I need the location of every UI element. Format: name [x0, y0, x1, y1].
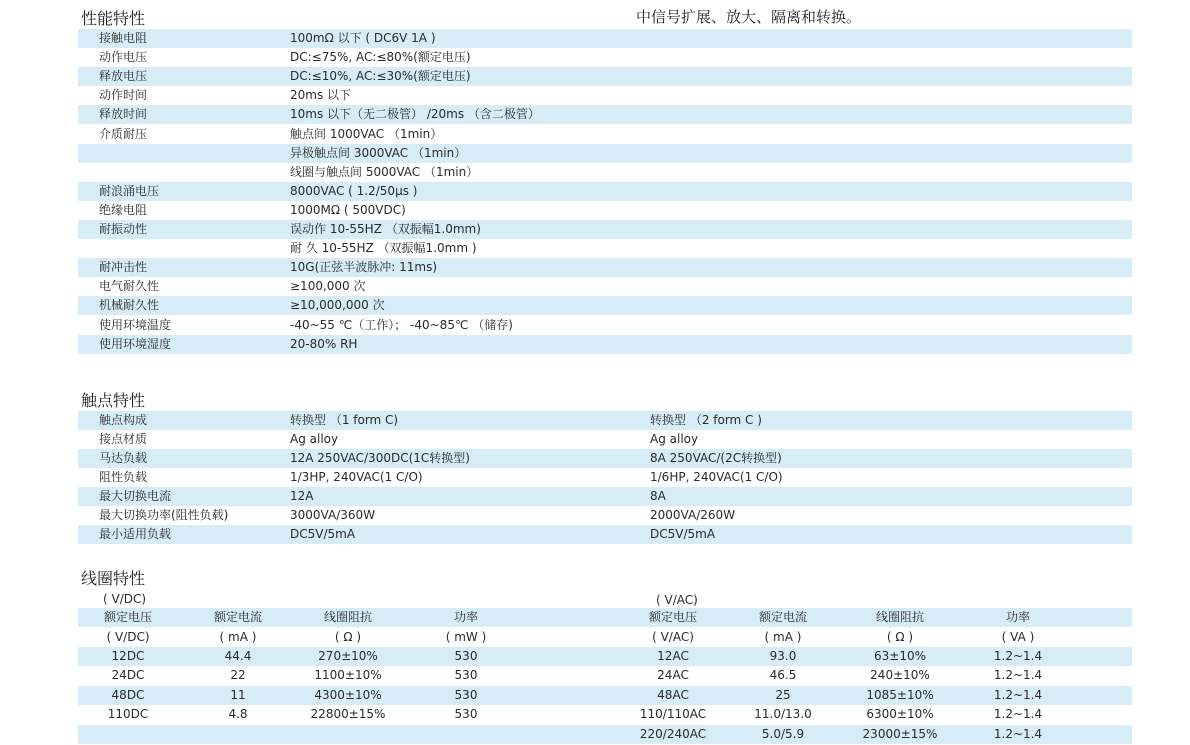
contact-title: 触点特性	[81, 391, 146, 410]
table-row	[78, 506, 1132, 525]
row-value: 20ms 以下	[290, 88, 352, 103]
coil-dc-cell: 530	[454, 687, 478, 702]
table-row	[78, 125, 1132, 144]
row-label: 电气耐久性	[99, 279, 160, 294]
row-label: 最大切换功率(阻性负载)	[99, 508, 229, 522]
table-row	[78, 487, 1132, 506]
coil-ac-unit: ( Ω )	[886, 629, 914, 644]
row-value-2c: Ag alloy	[650, 432, 699, 446]
coil-ac-cell: 63±10%	[874, 649, 926, 663]
row-value-1c: 1/3HP, 240VAC(1 C/O)	[290, 470, 423, 484]
table-row	[78, 468, 1132, 487]
table-row	[78, 430, 1132, 449]
coil-ac-cell: 1.2~1.4	[993, 668, 1043, 683]
coil-ac-cell: 48AC	[657, 687, 689, 702]
coil-ac-unit: ( V/AC)	[656, 593, 698, 607]
table-row	[78, 449, 1132, 468]
row-label: 动作时间	[99, 88, 148, 103]
coil-dc-unit: ( mW )	[445, 629, 487, 644]
coil-title: 线圈特性	[81, 569, 146, 588]
coil-header-row	[78, 608, 1132, 627]
row-label: 接点材质	[99, 432, 148, 446]
row-label: 释放时间	[99, 107, 148, 122]
row-label: 释放电压	[99, 69, 148, 84]
coil-ac-cell: 110/110AC	[639, 707, 707, 722]
coil-ac-cell: 5.0/5.9	[761, 726, 805, 741]
coil-dc-cell: 270±10%	[318, 649, 378, 663]
row-value-2c: 8A 250VAC/(2C转换型)	[650, 451, 782, 465]
table-row	[78, 296, 1132, 315]
row-value-1c: 12A 250VAC/300DC(1C转换型)	[290, 451, 470, 465]
row-value-1c: 12A	[290, 489, 314, 503]
row-label: 最大切换电流	[99, 489, 172, 503]
coil-dc-cell: 48DC	[111, 687, 145, 702]
row-label: 介质耐压	[99, 126, 148, 141]
coil-dc-cell: 22800±15%	[310, 707, 386, 722]
table-row	[78, 239, 1132, 258]
row-label: 绝缘电阻	[99, 202, 148, 217]
row-value-1c: 3000VA/360W	[290, 508, 376, 522]
coil-dc-cell: 1100±10%	[314, 668, 382, 683]
coil-dc-header: 额定电流	[213, 610, 262, 624]
table-row	[78, 67, 1132, 86]
table-row	[78, 144, 1132, 163]
coil-dc-header: 额定电压	[103, 610, 152, 624]
row-value-2c: 1/6HP, 240VAC(1 C/O)	[650, 470, 783, 484]
coil-ac-cell: 1.2~1.4	[993, 707, 1043, 722]
row-value-2c: DC5V/5mA	[650, 527, 716, 541]
coil-dc-header: 功率	[453, 610, 478, 624]
row-label: 使用环境温度	[99, 317, 172, 332]
coil-dc-cell: 4.8	[228, 707, 248, 722]
row-label: 马达负载	[99, 451, 148, 465]
row-value: 触点间 1000VAC （1min）	[290, 126, 443, 141]
row-value: DC:≤75%, AC:≤80%(额定电压)	[290, 50, 471, 65]
performance-title: 性能特性	[81, 9, 146, 28]
row-label: 机械耐久性	[99, 298, 160, 313]
row-label: 最小适用负载	[99, 527, 172, 541]
table-row	[78, 29, 1132, 48]
coil-dc-unit: ( Ω )	[334, 629, 362, 644]
row-value-2c: 转换型 （2 form C )	[650, 413, 762, 427]
coil-ac-cell: 240±10%	[870, 668, 930, 683]
row-value-1c: 转换型 （1 form C)	[290, 413, 399, 427]
coil-dc-cell: 530	[454, 668, 478, 683]
row-value: 耐 久 10-55HZ （双振幅1.0mm )	[290, 241, 477, 256]
coil-ac-cell: 1.2~1.4	[993, 649, 1043, 663]
coil-dc-cell: 530	[454, 707, 478, 722]
coil-ac-cell: 23000±15%	[862, 726, 938, 741]
row-value: ≥100,000 次	[290, 279, 366, 294]
coil-dc-cell: 110DC	[107, 707, 149, 722]
row-value: DC:≤10%, AC:≤30%(额定电压)	[290, 69, 471, 84]
coil-ac-cell: 24AC	[657, 668, 689, 683]
row-label: 耐冲击性	[99, 260, 148, 275]
coil-dc-unit: ( V/DC)	[106, 629, 150, 644]
table-row	[78, 182, 1132, 201]
table-row	[78, 335, 1132, 354]
row-value: 异极触点间 3000VAC （1min）	[290, 145, 467, 160]
row-label: 动作电压	[99, 50, 148, 65]
coil-ac-cell: 220/240AC	[639, 726, 707, 741]
coil-ac-cell: 46.5	[769, 668, 797, 683]
row-label: 阻性负载	[99, 470, 148, 484]
row-value: 8000VAC ( 1.2/50μs )	[290, 183, 418, 198]
coil-ac-cell: 93.0	[769, 649, 797, 663]
coil-data-row	[78, 725, 1132, 744]
coil-dc-cell: 4300±10%	[314, 687, 382, 702]
table-row	[78, 86, 1132, 105]
row-value-2c: 2000VA/260W	[650, 508, 736, 522]
coil-dc-cell: 22	[230, 668, 246, 683]
coil-dc-cell: 11	[230, 687, 246, 702]
coil-ac-unit: ( VA )	[1001, 629, 1035, 644]
table-row	[78, 201, 1132, 220]
table-row	[78, 48, 1132, 67]
row-label: 接触电阻	[99, 31, 148, 45]
coil-data-row	[78, 705, 1132, 724]
coil-ac-header: 额定电压	[648, 610, 697, 624]
row-label: 耐浪涌电压	[99, 183, 160, 198]
coil-ac-header: 额定电流	[758, 610, 807, 624]
row-label: 耐振动性	[99, 222, 148, 236]
row-value: ≥10,000,000 次	[290, 298, 385, 313]
intro-text: 中信号扩展、放大、隔离和转换。	[636, 8, 862, 26]
row-value: -40~55 ℃（工作）； -40~85℃ （储存)	[290, 317, 513, 332]
table-row	[78, 525, 1132, 544]
coil-ac-cell: 25	[775, 687, 791, 702]
coil-ac-cell: 6300±10%	[866, 707, 934, 722]
row-value: 10G(正弦半波脉冲: 11ms)	[290, 260, 438, 275]
row-label: 使用环境湿度	[99, 336, 172, 351]
coil-ac-unit: ( V/AC)	[652, 629, 694, 644]
coil-dc-header: 线圈阻抗	[323, 610, 372, 624]
row-value-2c: 8A	[650, 489, 666, 503]
table-row	[78, 105, 1132, 124]
coil-data-row	[78, 666, 1132, 685]
coil-ac-header: 线圈阻抗	[875, 610, 924, 624]
coil-dc-cell: 44.4	[224, 649, 252, 663]
table-row	[78, 277, 1132, 296]
table-row	[78, 220, 1132, 239]
row-label: 触点构成	[99, 413, 148, 427]
table-row	[78, 258, 1132, 277]
coil-unit-row	[78, 628, 1132, 647]
coil-data-row	[78, 647, 1132, 666]
row-value-1c: Ag alloy	[290, 432, 339, 446]
table-row	[78, 411, 1132, 430]
coil-dc-cell: 530	[454, 649, 478, 663]
row-value: 1000MΩ ( 500VDC)	[290, 202, 406, 217]
coil-dc-cell: 12DC	[111, 649, 145, 663]
row-value: 线圈与触点间 5000VAC （1min）	[290, 164, 479, 179]
row-value: 20-80% RH	[290, 336, 358, 351]
row-value: 误动作 10-55HZ （双振幅1.0mm)	[290, 222, 481, 236]
row-value: 10ms 以下（无二极管） /20ms （含二极管）	[290, 107, 540, 122]
coil-ac-cell: 1.2~1.4	[993, 726, 1043, 741]
coil-ac-cell: 1085±10%	[866, 687, 934, 702]
coil-ac-unit: ( mA )	[764, 629, 802, 644]
row-value-1c: DC5V/5mA	[290, 527, 356, 541]
row-value: 100mΩ 以下 ( DC6V 1A )	[290, 31, 436, 45]
coil-dc-unit: ( V/DC)	[103, 592, 147, 606]
coil-ac-header: 功率	[1005, 610, 1030, 624]
table-row	[78, 163, 1132, 182]
table-row	[78, 316, 1132, 335]
coil-ac-cell: 12AC	[657, 649, 689, 663]
coil-ac-cell: 11.0/13.0	[754, 707, 812, 722]
coil-data-row	[78, 686, 1132, 705]
coil-dc-cell: 24DC	[111, 668, 145, 683]
coil-dc-unit: ( mA )	[219, 629, 257, 644]
coil-ac-cell: 1.2~1.4	[993, 687, 1043, 702]
